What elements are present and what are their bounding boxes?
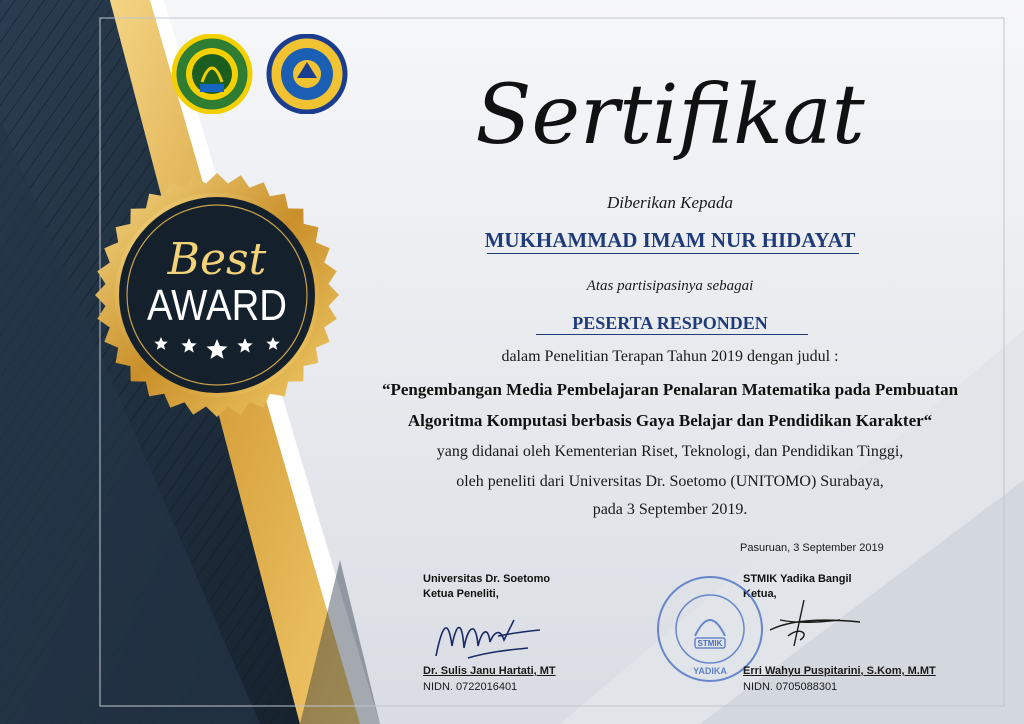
research-intro: dalam Penelitian Terapan Tahun 2019 dengan judul : xyxy=(501,348,839,365)
unitomo-logo xyxy=(269,36,345,112)
right-institution: STMIK Yadika Bangil xyxy=(743,573,852,585)
stamp-bottom-text: YADIKA xyxy=(693,666,727,676)
right-position: Ketua, xyxy=(743,588,777,600)
best-award-badge xyxy=(92,170,342,420)
given-to-label: Diberikan Kepada xyxy=(606,193,734,212)
place-and-date: Pasuruan, 3 September 2019 xyxy=(740,542,884,554)
as-label: Atas partisipasinya sebagai xyxy=(586,278,754,294)
right-signatory-name: Erri Wahyu Puspitarini, S.Kom, M.MT xyxy=(743,665,936,677)
left-signatory xyxy=(423,572,550,602)
left-signature-scribble xyxy=(428,606,548,666)
research-title-line-2: Algoritma Komputasi berbasis Gaya Belajar dan Pendidikan Karakter“ xyxy=(407,411,933,430)
funding-statement: yang didanai oleh Kementerian Riset, Teknologi, dan Pendidikan Tinggi, xyxy=(436,443,904,460)
left-signatory-nidn: NIDN. 0722016401 xyxy=(423,681,518,693)
event-date: pada 3 September 2019. xyxy=(592,501,748,518)
stmik-yadika-logo xyxy=(174,36,250,112)
left-signatory-name: Dr. Sulis Janu Hartati, MT xyxy=(423,665,556,677)
participant-role: PESERTA RESPONDEN xyxy=(572,313,768,333)
right-signature-scribble xyxy=(760,590,870,650)
certificate-title: Sertifikat xyxy=(475,68,865,163)
researcher-statement: oleh peneliti dari Universitas Dr. Soetomo (UNITOMO) Surabaya, xyxy=(456,473,884,490)
role-underline xyxy=(536,334,808,335)
left-institution: Universitas Dr. Soetomo xyxy=(423,573,551,585)
recipient-name: MUKHAMMAD IMAM NUR HIDAYAT xyxy=(484,228,856,252)
badge-main-word: AWARD xyxy=(147,281,287,330)
research-title-line-1: “Pengembangan Media Pembelajaran Penalaran Matematika pada Pembuatan xyxy=(381,380,959,399)
institution-logos xyxy=(172,34,352,114)
stamp-center-text: STMIK xyxy=(697,639,723,648)
left-position: Ketua Peneliti, xyxy=(423,588,499,600)
right-signatory-nidn: NIDN. 0705088301 xyxy=(743,681,838,693)
badge-script-word: Best xyxy=(167,234,267,285)
recipient-underline xyxy=(487,253,859,254)
